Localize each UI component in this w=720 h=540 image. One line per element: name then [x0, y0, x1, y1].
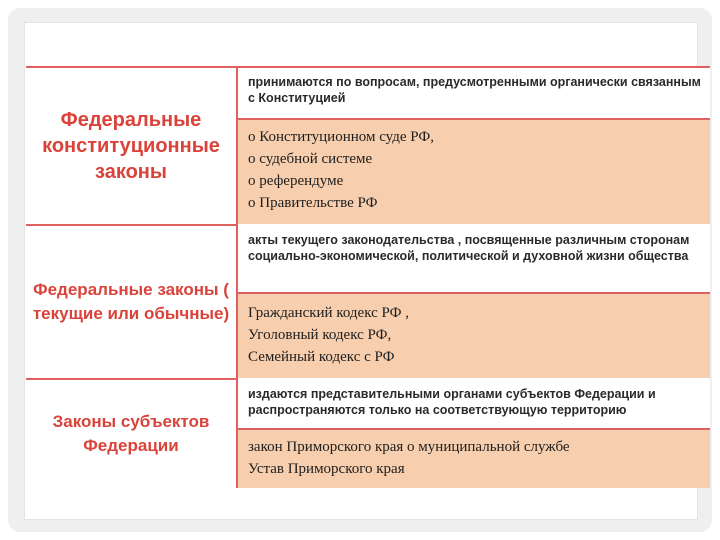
example-item: Устав Приморского края: [248, 461, 405, 477]
description-text: принимаются по вопросам, предусмотренными органически связанным с Конституцией: [248, 75, 701, 105]
description-text: издаются представительными органами субъектов Федерации и распространяются только на соответствующую территорию: [248, 387, 656, 417]
row-examples: [238, 430, 710, 488]
laws-table: [26, 66, 710, 488]
row-examples: [238, 294, 710, 380]
example-item: о референдуме: [248, 173, 344, 189]
example-item: Гражданский кодекс РФ ,: [248, 305, 409, 321]
example-item: о Правительстве РФ: [248, 195, 378, 211]
row-title-text: Законы субъектов Федерации: [52, 412, 210, 455]
row-title-federal: [26, 226, 238, 380]
row-title-text: Федеральные конституционные законы: [42, 109, 220, 183]
row-examples: [238, 120, 710, 226]
row-title-federal-constitutional: [26, 68, 238, 226]
description-text: акты текущего законодательства , посвященные различным сторонам социально-экономической, политической и духовной жизни общества: [248, 233, 690, 263]
row-description: [238, 68, 710, 120]
example-item: о судебной системе: [248, 151, 373, 167]
example-item: о Конституционном суде РФ,: [248, 129, 434, 145]
example-item: Семейный кодекс с РФ: [248, 349, 395, 365]
row-title-text: Федеральные законы ( текущие или обычные): [32, 280, 230, 323]
row-title-subjects: [26, 380, 238, 488]
row-description: [238, 226, 710, 294]
example-item: Уголовный кодекс РФ,: [248, 327, 392, 343]
row-description: [238, 380, 710, 430]
example-item: закон Приморского края о муниципальной службе: [248, 439, 570, 455]
